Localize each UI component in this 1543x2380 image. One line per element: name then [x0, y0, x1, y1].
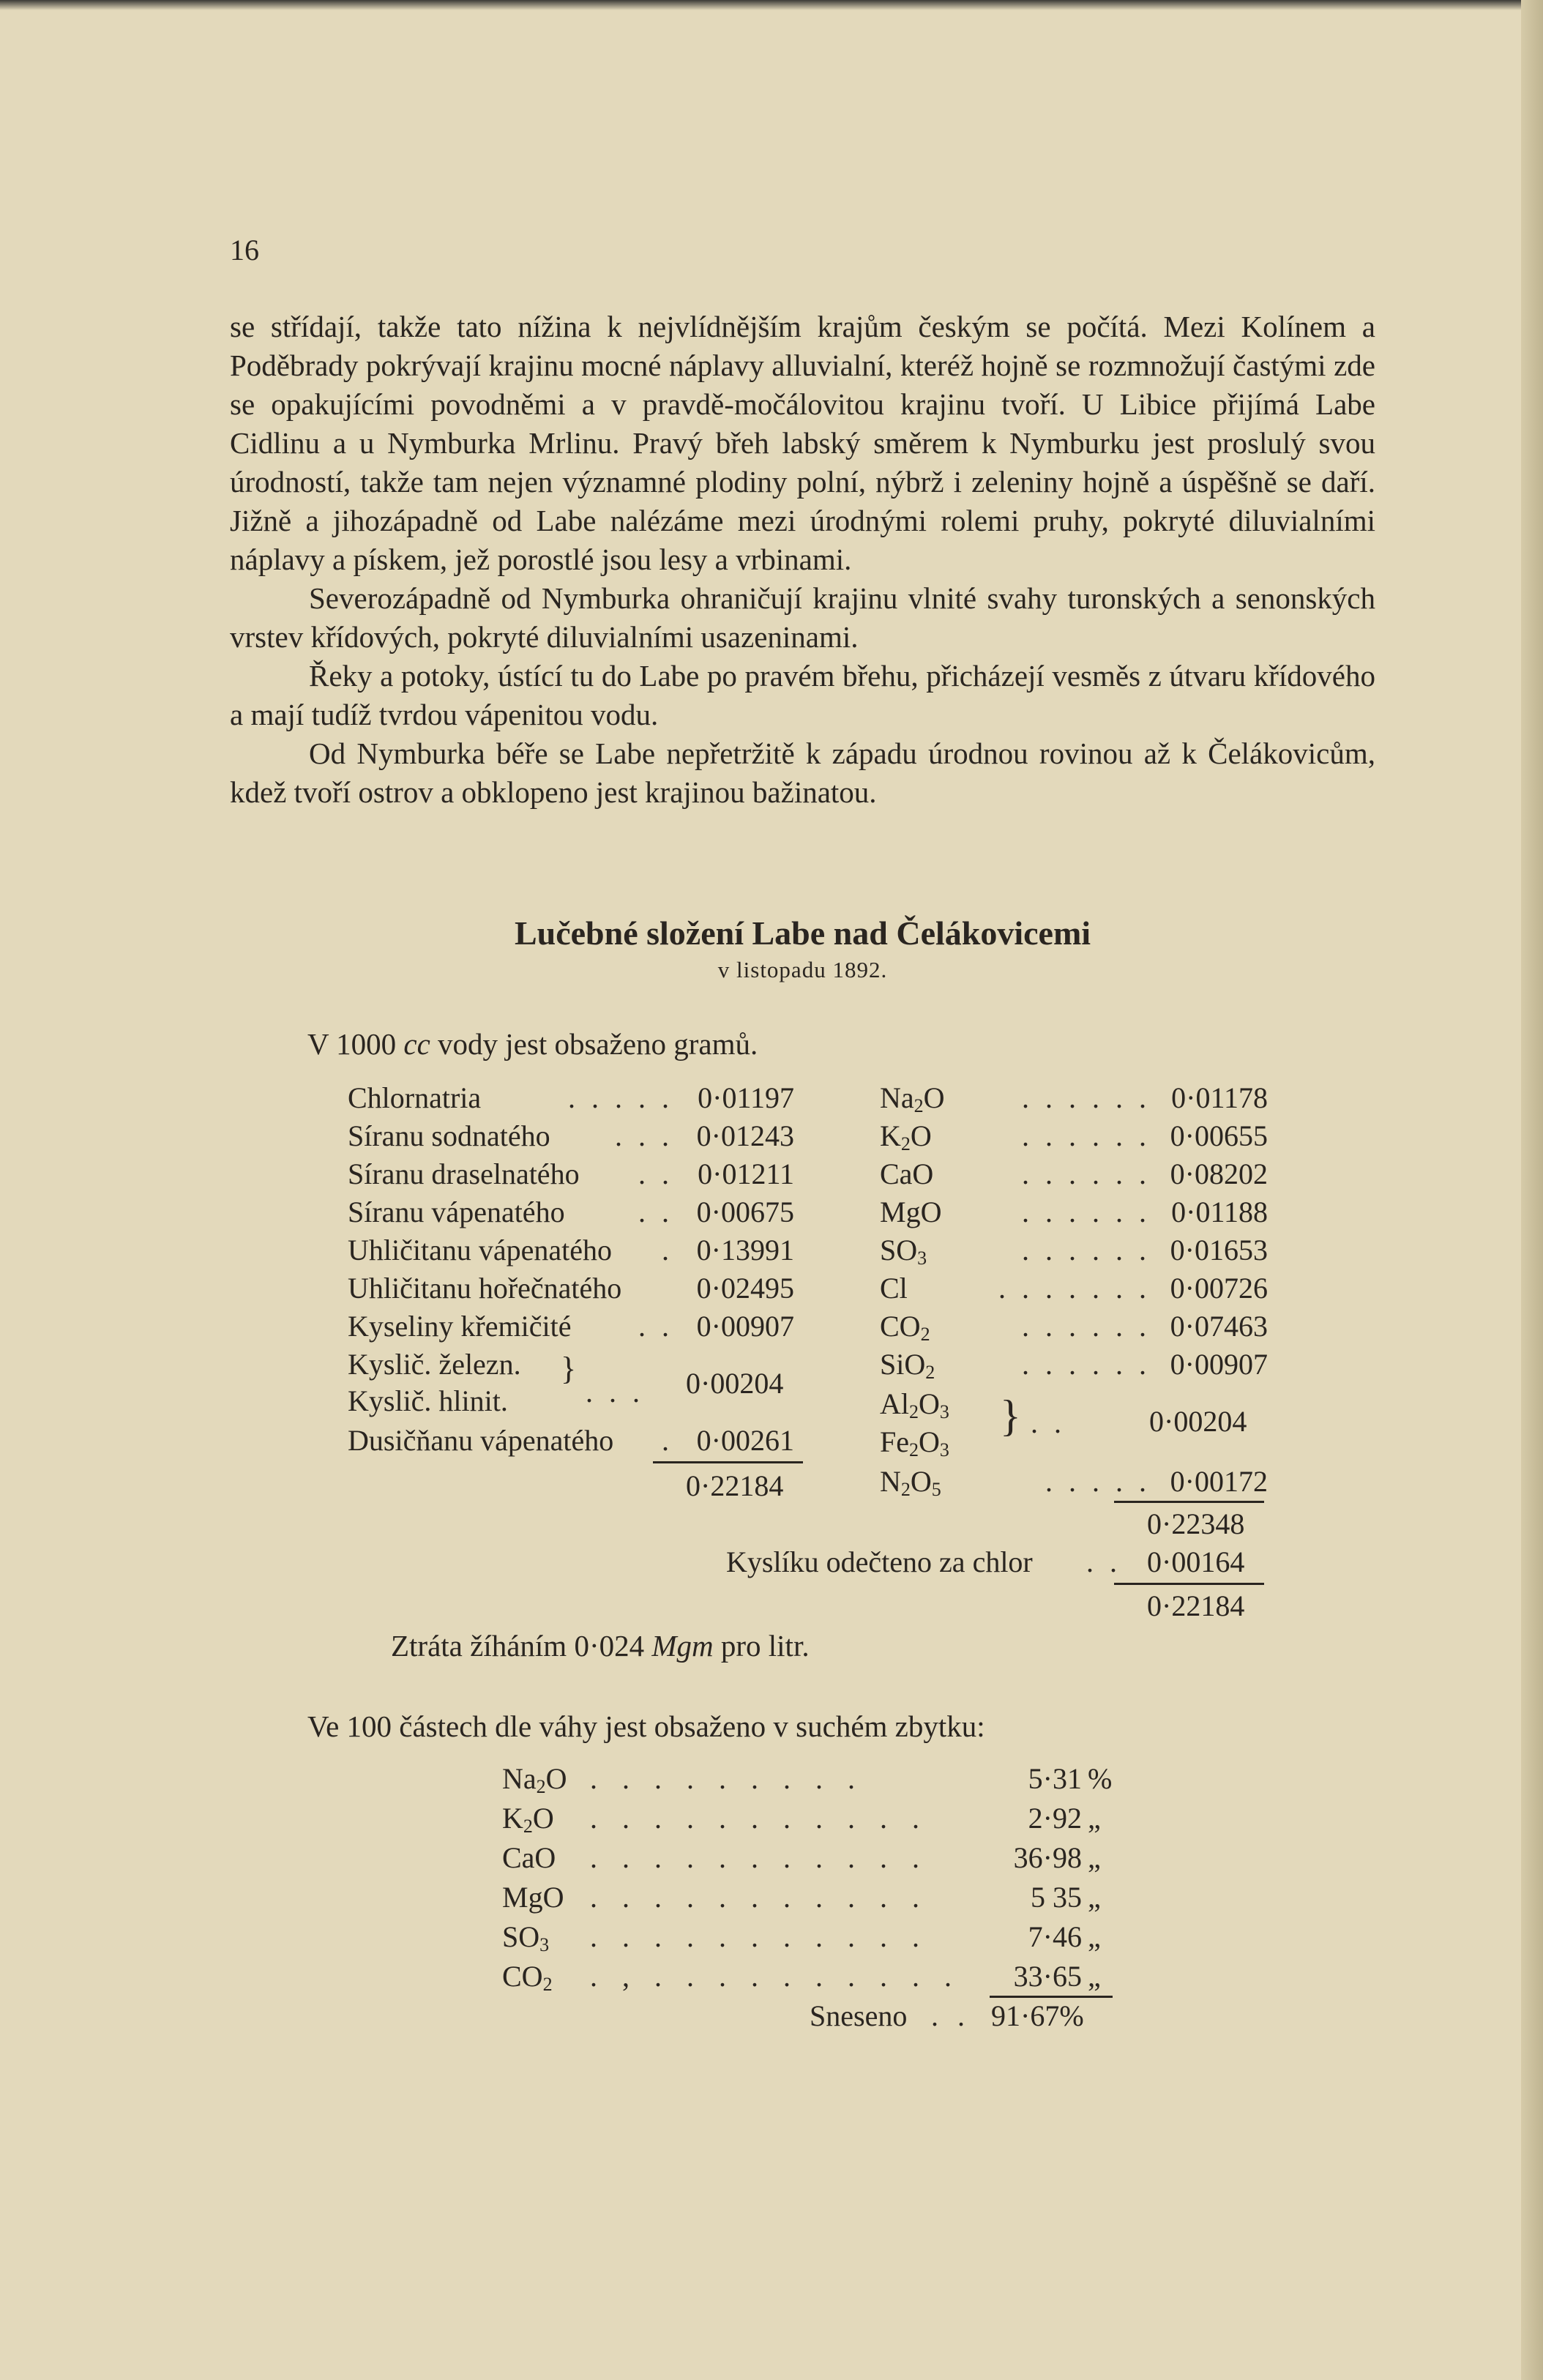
table-row: Síranu vápenatého . . 0·00675	[348, 1195, 794, 1228]
ignition-loss: Ztráta žíháním 0·024 Mgm pro litr.	[391, 1629, 810, 1663]
table-row: $SO_3$ . . . . . . . . . . . 7·46 „	[502, 1920, 1101, 1955]
formula-fe2o3: $Fe_2O_3$	[880, 1425, 949, 1461]
table-row: Uhličitanu hořečnatého 0·02495	[348, 1272, 794, 1305]
left-total: 0·22184	[686, 1469, 784, 1502]
oxygen-dots: . .	[1086, 1545, 1121, 1578]
total-rule	[653, 1461, 803, 1463]
intro-text	[230, 307, 1375, 812]
table-row: $N_2O_5$ . . . . . 0·00172	[880, 1465, 1268, 1500]
table-title: Lučebné složení Labe nad Čelákovicemi	[514, 914, 1091, 952]
brace-right: }	[1000, 1392, 1021, 1440]
scan-edge-right	[1521, 0, 1543, 2380]
total-value: 91·67%	[991, 1999, 1084, 2032]
table-row: CaO . . . . . . . . . . . 36·98 „	[502, 1841, 1101, 1874]
right-total: 0·22184	[1147, 1589, 1245, 1622]
table-row: $CO_2$ . . . . . . 0·07463	[880, 1310, 1268, 1345]
total-rule-right	[1114, 1583, 1264, 1585]
formula-al2o3: $Al_2O_3$	[880, 1387, 949, 1422]
paragraph-2: Severozápadně od Nymburka ohraničují krajinu vlnité svahy turonských a senonských vrstev křídových, pokryté diluvialními usazeninami.	[230, 581, 1375, 654]
total-label: Sneseno	[810, 1999, 908, 2032]
oxide-iron-label: Kyslič. železn.	[348, 1348, 521, 1381]
table-row: $K_2O$ . . . . . . 0·00655	[880, 1119, 1268, 1154]
right-subtotal: 0·22348	[1147, 1507, 1245, 1540]
pair-value: 0·00204	[686, 1367, 784, 1400]
table-row: Uhličitanu vápenatého . 0·13991	[348, 1234, 794, 1267]
pair-dots: . . .	[586, 1376, 644, 1409]
table-row: Chlornatria . . . . . 0·01197	[348, 1081, 794, 1114]
percent-total-rule	[990, 1996, 1113, 1998]
paragraph-3: Řeky a potoky, ústící tu do Labe po pravém břehu, přicházejí vesměs z útvaru křídového a mají tudíž tvrdou vápenitou vodu.	[230, 659, 1375, 731]
table-row: Síranu sodnatého . . . 0·01243	[348, 1119, 794, 1152]
table-row: CaO . . . . . . 0·08202	[880, 1157, 1268, 1190]
table-row: $Na_2O$ . . . . . . 0·01178	[880, 1081, 1268, 1116]
table-row: MgO . . . . . . . . . . . 5 35 „	[502, 1881, 1101, 1914]
table-row: Dusičňanu vápenatého . 0·00261	[348, 1424, 794, 1457]
table-row: $Na_2O$ . . . . . . . . . 5·31 %	[502, 1762, 1113, 1797]
table-row: $SO_3$ . . . . . . 0·01653	[880, 1234, 1268, 1269]
subtotal-rule	[1114, 1501, 1264, 1503]
table-row: $CO_2$ . , . . . . . . . . . . 33·65 „	[502, 1960, 1101, 1995]
table-subtitle: v listopadu 1892.	[717, 957, 888, 982]
oxide-aluminium-label: Kyslič. hlinit.	[348, 1384, 508, 1417]
paragraph-1: se střídají, takže tato nížina k nejvlídnějším krajům českým se počítá. Mezi Kolínem a Poděbrady pokrývají krajinu mocné náplavy alluvialní, kteréž hojně se rozmnožují častými zde se opakujícími povodněmi a v pravdě-močálovitou krajinu tvoří. U Libice přijímá Labe Cidlinu a u Nymburka Mrlinu. Pravý břeh labský směrem k Nymburku jest proslulý svou úrodností, takže tam nejen významné plodiny polní, nýbrž i zeleniny hojně a úspěšně se daří. Jižně a jihozápadně od Labe nalézáme mezi úrodnými rolemi pruhy, pokryté diluvialními náplavy a pískem, jež porostlé jsou lesy a vrbinami.	[230, 310, 1375, 576]
percent-heading: Ve 100 částech dle váhy jest obsaženo v suchém zbytku:	[307, 1709, 985, 1743]
paragraph-4: Od Nymburka béře se Labe nepřetržitě k západu úrodnou rovinou až k Čelákovicům, kdež tvoří ostrov a obklopeno jest krajinou bažinatou.	[230, 736, 1375, 809]
pair-value-right: 0·00204	[1149, 1405, 1247, 1438]
brace-left: }	[561, 1351, 577, 1387]
scan-edge-top	[0, 0, 1543, 10]
pair-dots-right: . .	[1031, 1406, 1066, 1439]
table-row: Síranu draselnatého . . 0·01211	[348, 1157, 794, 1190]
table-row: Cl . . . . . . . 0·00726	[880, 1272, 1268, 1305]
table-row: Kyseliny křemičité . . 0·00907	[348, 1310, 794, 1343]
page-number: 16	[230, 234, 259, 266]
oxygen-label: Kyslíku odečteno za chlor	[726, 1545, 1033, 1578]
table-row: $K_2O$ . . . . . . . . . . . 2·92 „	[502, 1802, 1101, 1837]
total-dots: . .	[931, 1999, 971, 2032]
table-row: MgO . . . . . . 0·01188	[880, 1195, 1268, 1228]
table-intro: V 1000 cc vody jest obsaženo gramů.	[307, 1027, 758, 1061]
table-row: SiO$_2$ . . . . . . 0·00907	[880, 1348, 1268, 1383]
oxygen-value: 0·00164	[1147, 1545, 1245, 1578]
